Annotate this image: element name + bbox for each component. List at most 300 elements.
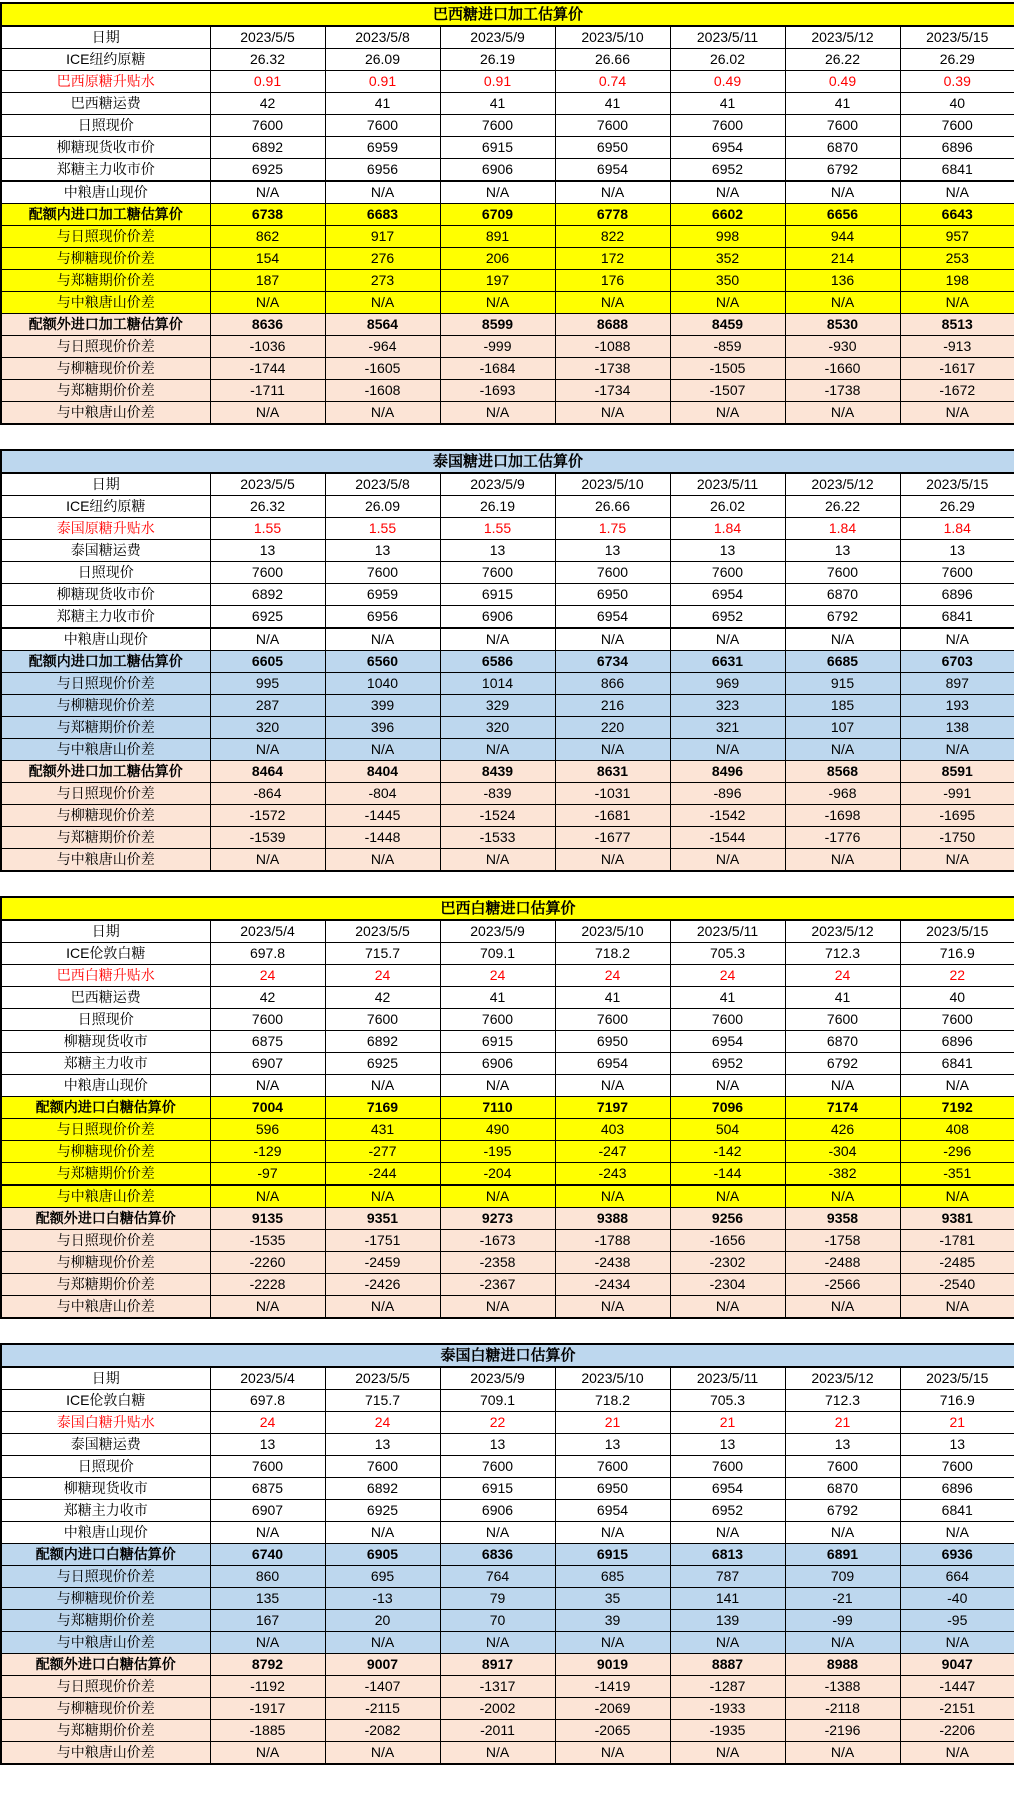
row-label: 与日照现价价差 — [1, 1566, 210, 1588]
value-cell: 193 — [900, 695, 1014, 717]
value-cell: -991 — [900, 783, 1014, 805]
value-cell: 41 — [440, 987, 555, 1009]
value-cell: 24 — [440, 965, 555, 987]
value-cell: 7600 — [900, 562, 1014, 584]
table-title: 巴西白糖进口估算价 — [1, 897, 1014, 920]
value-cell: 712.3 — [785, 1390, 900, 1412]
row-label: 郑糖主力收市价 — [1, 159, 210, 182]
table-row — [1, 1185, 1014, 1208]
table-row — [1, 1742, 1014, 1765]
value-cell: 13 — [670, 1434, 785, 1456]
value-cell: N/A — [670, 739, 785, 761]
value-cell: N/A — [440, 402, 555, 425]
value-cell: -97 — [210, 1163, 325, 1186]
value-cell: -304 — [785, 1141, 900, 1163]
value-cell: 1.84 — [900, 518, 1014, 540]
value-cell: N/A — [555, 1296, 670, 1319]
value-cell: 40 — [900, 987, 1014, 1009]
value-cell: -1535 — [210, 1230, 325, 1252]
value-cell: 787 — [670, 1566, 785, 1588]
value-cell: -2459 — [325, 1252, 440, 1274]
table-row — [1, 1654, 1014, 1676]
row-label: 柳糖现货收市价 — [1, 584, 210, 606]
value-cell: 22 — [900, 965, 1014, 987]
row-label: ICE伦敦白糖 — [1, 943, 210, 965]
value-cell: 6896 — [900, 1031, 1014, 1053]
value-cell: 2023/5/12 — [785, 920, 900, 943]
value-cell: 7600 — [900, 115, 1014, 137]
value-cell: 26.22 — [785, 49, 900, 71]
value-cell: -1388 — [785, 1676, 900, 1698]
value-cell: 26.02 — [670, 49, 785, 71]
value-cell: 26.66 — [555, 496, 670, 518]
value-cell: 6954 — [670, 584, 785, 606]
value-cell: 6954 — [670, 1031, 785, 1053]
value-cell: 13 — [210, 540, 325, 562]
value-cell: 320 — [440, 717, 555, 739]
value-cell: -1917 — [210, 1698, 325, 1720]
value-cell: 705.3 — [670, 943, 785, 965]
value-cell: -964 — [325, 336, 440, 358]
value-cell: 41 — [785, 987, 900, 1009]
value-cell: 6892 — [325, 1031, 440, 1053]
value-cell: 7600 — [900, 1456, 1014, 1478]
value-cell: 408 — [900, 1119, 1014, 1141]
value-cell: N/A — [670, 1185, 785, 1208]
value-cell: 0.49 — [670, 71, 785, 93]
value-cell: 41 — [670, 987, 785, 1009]
value-cell: 13 — [785, 540, 900, 562]
value-cell: 8439 — [440, 761, 555, 783]
value-cell: 6915 — [440, 584, 555, 606]
value-cell: 403 — [555, 1119, 670, 1141]
value-cell: -1750 — [900, 827, 1014, 849]
brazil-white-sugar-table — [0, 896, 1014, 1319]
table-row — [1, 1588, 1014, 1610]
value-cell: -351 — [900, 1163, 1014, 1186]
value-cell: 7600 — [900, 1009, 1014, 1031]
row-label: 配额外进口白糖估算价 — [1, 1208, 210, 1230]
value-cell: 685 — [555, 1566, 670, 1588]
value-cell: -1192 — [210, 1676, 325, 1698]
value-cell: -244 — [325, 1163, 440, 1186]
value-cell: -1935 — [670, 1720, 785, 1742]
value-cell: 891 — [440, 226, 555, 248]
value-cell: 7174 — [785, 1097, 900, 1119]
row-label: ICE伦敦白糖 — [1, 1390, 210, 1412]
row-label: 柳糖现货收市 — [1, 1031, 210, 1053]
value-cell: 8530 — [785, 314, 900, 336]
value-cell: 709.1 — [440, 943, 555, 965]
value-cell: 22 — [440, 1412, 555, 1434]
value-cell: 7600 — [440, 562, 555, 584]
table-row — [1, 380, 1014, 402]
row-label: 与柳糖现价价差 — [1, 1252, 210, 1274]
value-cell: 13 — [555, 1434, 670, 1456]
row-label: 与郑糖期价价差 — [1, 1610, 210, 1632]
table-row — [1, 1367, 1014, 1390]
value-cell: 26.29 — [900, 49, 1014, 71]
value-cell: 8988 — [785, 1654, 900, 1676]
value-cell: N/A — [210, 292, 325, 314]
value-cell: 6875 — [210, 1031, 325, 1053]
value-cell: 7600 — [325, 1009, 440, 1031]
value-cell: -1448 — [325, 827, 440, 849]
value-cell: 13 — [670, 540, 785, 562]
value-cell: N/A — [325, 292, 440, 314]
value-cell: 321 — [670, 717, 785, 739]
value-cell: 8688 — [555, 314, 670, 336]
value-cell: 709.1 — [440, 1390, 555, 1412]
table-row — [1, 226, 1014, 248]
row-label: 配额内进口加工糖估算价 — [1, 204, 210, 226]
value-cell: 860 — [210, 1566, 325, 1588]
value-cell: -2118 — [785, 1698, 900, 1720]
value-cell: N/A — [210, 1522, 325, 1544]
value-cell: 2023/5/12 — [785, 1367, 900, 1390]
value-cell: 6925 — [210, 606, 325, 629]
value-cell: -296 — [900, 1141, 1014, 1163]
value-cell: N/A — [440, 292, 555, 314]
value-cell: -195 — [440, 1141, 555, 1163]
row-label: 与中粮唐山价差 — [1, 849, 210, 872]
table-row — [1, 805, 1014, 827]
value-cell: 6841 — [900, 1500, 1014, 1522]
value-cell: 154 — [210, 248, 325, 270]
row-label: 与郑糖期价价差 — [1, 717, 210, 739]
value-cell: -1544 — [670, 827, 785, 849]
value-cell: 6925 — [325, 1500, 440, 1522]
value-cell: 185 — [785, 695, 900, 717]
table-row — [1, 651, 1014, 673]
value-cell: 6915 — [440, 1031, 555, 1053]
value-cell: -2151 — [900, 1698, 1014, 1720]
value-cell: 6792 — [785, 159, 900, 182]
value-cell: 944 — [785, 226, 900, 248]
value-cell: 2023/5/11 — [670, 1367, 785, 1390]
value-cell: -1608 — [325, 380, 440, 402]
value-cell: 7600 — [785, 115, 900, 137]
table-row — [1, 628, 1014, 651]
row-label: 与郑糖期价价差 — [1, 827, 210, 849]
table-row — [1, 1163, 1014, 1186]
value-cell: 24 — [210, 965, 325, 987]
value-cell: 42 — [325, 987, 440, 1009]
value-cell: 7600 — [670, 1456, 785, 1478]
table-row — [1, 1632, 1014, 1654]
row-label: 日期 — [1, 473, 210, 496]
value-cell: N/A — [785, 1522, 900, 1544]
value-cell: -1505 — [670, 358, 785, 380]
value-cell: -2069 — [555, 1698, 670, 1720]
row-label: 泰国白糖升贴水 — [1, 1412, 210, 1434]
value-cell: N/A — [555, 1522, 670, 1544]
value-cell: 718.2 — [555, 1390, 670, 1412]
value-cell: 705.3 — [670, 1390, 785, 1412]
value-cell: 350 — [670, 270, 785, 292]
value-cell: 287 — [210, 695, 325, 717]
row-label: 巴西糖运费 — [1, 93, 210, 115]
value-cell: N/A — [785, 1185, 900, 1208]
value-cell: 6560 — [325, 651, 440, 673]
value-cell: -99 — [785, 1610, 900, 1632]
value-cell: -2228 — [210, 1274, 325, 1296]
value-cell: -1734 — [555, 380, 670, 402]
value-cell: 7600 — [555, 1009, 670, 1031]
value-cell: N/A — [900, 402, 1014, 425]
value-cell: -1287 — [670, 1676, 785, 1698]
row-label: 与中粮唐山价差 — [1, 739, 210, 761]
value-cell: -2206 — [900, 1720, 1014, 1742]
value-cell: N/A — [900, 628, 1014, 651]
value-cell: 7600 — [670, 1009, 785, 1031]
value-cell: 176 — [555, 270, 670, 292]
table-title: 巴西糖进口加工估算价 — [1, 3, 1014, 26]
value-cell: 8513 — [900, 314, 1014, 336]
value-cell: -2358 — [440, 1252, 555, 1274]
table-row — [1, 1478, 1014, 1500]
value-cell: 915 — [785, 673, 900, 695]
table-row — [1, 584, 1014, 606]
value-cell: -382 — [785, 1163, 900, 1186]
table-row — [1, 761, 1014, 783]
row-label: 与郑糖期价价差 — [1, 270, 210, 292]
row-label: 配额外进口加工糖估算价 — [1, 761, 210, 783]
row-label: 与日照现价价差 — [1, 783, 210, 805]
value-cell: 6905 — [325, 1544, 440, 1566]
row-label: 郑糖主力收市 — [1, 1053, 210, 1075]
value-cell: 7096 — [670, 1097, 785, 1119]
value-cell: 6959 — [325, 137, 440, 159]
value-cell: N/A — [670, 1742, 785, 1765]
row-label: 与日照现价价差 — [1, 673, 210, 695]
value-cell: 0.91 — [440, 71, 555, 93]
value-cell: -2065 — [555, 1720, 670, 1742]
value-cell: -277 — [325, 1141, 440, 1163]
value-cell: -1419 — [555, 1676, 670, 1698]
value-cell: N/A — [900, 739, 1014, 761]
value-cell: 6870 — [785, 1478, 900, 1500]
value-cell: 6952 — [670, 606, 785, 629]
value-cell: 6950 — [555, 1031, 670, 1053]
value-cell: 7600 — [210, 562, 325, 584]
value-cell: 41 — [325, 93, 440, 115]
table-row — [1, 1544, 1014, 1566]
table-row — [1, 1610, 1014, 1632]
row-label: 与日照现价价差 — [1, 1230, 210, 1252]
value-cell: 504 — [670, 1119, 785, 1141]
value-cell: -1933 — [670, 1698, 785, 1720]
value-cell: -2426 — [325, 1274, 440, 1296]
value-cell: 13 — [900, 1434, 1014, 1456]
value-cell: -896 — [670, 783, 785, 805]
value-cell: N/A — [900, 1632, 1014, 1654]
value-cell: -1698 — [785, 805, 900, 827]
value-cell: 8591 — [900, 761, 1014, 783]
value-cell: -1524 — [440, 805, 555, 827]
value-cell: 6936 — [900, 1544, 1014, 1566]
value-cell: 6954 — [555, 1053, 670, 1075]
value-cell: 6892 — [325, 1478, 440, 1500]
value-cell: 2023/5/10 — [555, 1367, 670, 1390]
value-cell: 41 — [555, 987, 670, 1009]
value-cell: 40 — [900, 93, 1014, 115]
table-row — [1, 943, 1014, 965]
value-cell: 866 — [555, 673, 670, 695]
value-cell: 6954 — [555, 606, 670, 629]
value-cell: 1014 — [440, 673, 555, 695]
value-cell: 135 — [210, 1588, 325, 1610]
table-row — [1, 1566, 1014, 1588]
value-cell: N/A — [210, 1632, 325, 1654]
value-cell: 6683 — [325, 204, 440, 226]
value-cell: -40 — [900, 1588, 1014, 1610]
value-cell: 6709 — [440, 204, 555, 226]
value-cell: -2438 — [555, 1252, 670, 1274]
value-cell: 6740 — [210, 1544, 325, 1566]
value-cell: 6870 — [785, 584, 900, 606]
value-cell: 6950 — [555, 584, 670, 606]
value-cell: 6643 — [900, 204, 1014, 226]
value-cell: 6954 — [555, 159, 670, 182]
value-cell: N/A — [440, 1522, 555, 1544]
table-row — [1, 358, 1014, 380]
table-title: 泰国糖进口加工估算价 — [1, 450, 1014, 473]
table-row — [1, 965, 1014, 987]
table-row — [1, 739, 1014, 761]
value-cell: -1693 — [440, 380, 555, 402]
row-label: 日照现价 — [1, 562, 210, 584]
value-cell: 0.39 — [900, 71, 1014, 93]
value-cell: 24 — [325, 1412, 440, 1434]
value-cell: 26.29 — [900, 496, 1014, 518]
value-cell: N/A — [555, 292, 670, 314]
value-cell: N/A — [325, 1075, 440, 1097]
value-cell: 2023/5/11 — [670, 920, 785, 943]
value-cell: N/A — [555, 849, 670, 872]
table-row — [1, 402, 1014, 425]
value-cell: 6813 — [670, 1544, 785, 1566]
value-cell: -1788 — [555, 1230, 670, 1252]
value-cell: 7600 — [785, 562, 900, 584]
value-cell: 2023/5/5 — [210, 473, 325, 496]
table-row — [1, 540, 1014, 562]
value-cell: 41 — [785, 93, 900, 115]
table-row — [1, 1053, 1014, 1075]
row-label: 巴西白糖升贴水 — [1, 965, 210, 987]
value-cell: N/A — [325, 1632, 440, 1654]
value-cell: -1036 — [210, 336, 325, 358]
row-label: 与中粮唐山价差 — [1, 1296, 210, 1319]
value-cell: 24 — [555, 965, 670, 987]
value-cell: 26.09 — [325, 496, 440, 518]
value-cell: 957 — [900, 226, 1014, 248]
value-cell: 7600 — [670, 562, 785, 584]
value-cell: N/A — [325, 628, 440, 651]
table-row — [1, 49, 1014, 71]
table-row — [1, 1075, 1014, 1097]
value-cell: 6870 — [785, 1031, 900, 1053]
value-cell: 0.91 — [325, 71, 440, 93]
value-cell: 39 — [555, 1610, 670, 1632]
value-cell: 7192 — [900, 1097, 1014, 1119]
value-cell: 2023/5/15 — [900, 26, 1014, 49]
value-cell: 7110 — [440, 1097, 555, 1119]
value-cell: 6703 — [900, 651, 1014, 673]
value-cell: 697.8 — [210, 1390, 325, 1412]
row-label: 与柳糖现价价差 — [1, 1698, 210, 1720]
value-cell: 6896 — [900, 584, 1014, 606]
row-label: 与日照现价价差 — [1, 336, 210, 358]
row-label: 与柳糖现价价差 — [1, 1141, 210, 1163]
table-row — [1, 204, 1014, 226]
value-cell: 715.7 — [325, 943, 440, 965]
value-cell: 6906 — [440, 1053, 555, 1075]
value-cell: N/A — [555, 181, 670, 204]
table-title: 泰国白糖进口估算价 — [1, 1344, 1014, 1367]
value-cell: -2367 — [440, 1274, 555, 1296]
row-label: 与柳糖现价价差 — [1, 1588, 210, 1610]
table-row — [1, 1252, 1014, 1274]
value-cell: 6915 — [440, 137, 555, 159]
value-cell: 35 — [555, 1588, 670, 1610]
row-label: 日期 — [1, 1367, 210, 1390]
table-row — [1, 26, 1014, 49]
value-cell: 2023/5/4 — [210, 920, 325, 943]
row-label: 日照现价 — [1, 115, 210, 137]
value-cell: 715.7 — [325, 1390, 440, 1412]
value-cell: 6915 — [555, 1544, 670, 1566]
value-cell: -2304 — [670, 1274, 785, 1296]
value-cell: 6792 — [785, 1500, 900, 1522]
value-cell: -839 — [440, 783, 555, 805]
value-cell: 187 — [210, 270, 325, 292]
value-cell: 41 — [670, 93, 785, 115]
value-cell: -1617 — [900, 358, 1014, 380]
row-label: 与中粮唐山价差 — [1, 1185, 210, 1208]
table-row — [1, 827, 1014, 849]
value-cell: N/A — [670, 181, 785, 204]
value-cell: -1695 — [900, 805, 1014, 827]
table-row — [1, 1434, 1014, 1456]
value-cell: 2023/5/4 — [210, 1367, 325, 1390]
value-cell: 6892 — [210, 137, 325, 159]
value-cell: -1885 — [210, 1720, 325, 1742]
value-cell: N/A — [325, 402, 440, 425]
value-cell: N/A — [555, 739, 670, 761]
table-row — [1, 518, 1014, 540]
value-cell: -1605 — [325, 358, 440, 380]
value-cell: 6892 — [210, 584, 325, 606]
table-row — [1, 292, 1014, 314]
value-cell: 6602 — [670, 204, 785, 226]
value-cell: -1507 — [670, 380, 785, 402]
row-label: 与中粮唐山价差 — [1, 292, 210, 314]
value-cell: 9358 — [785, 1208, 900, 1230]
row-label: 配额外进口白糖估算价 — [1, 1654, 210, 1676]
table-row — [1, 1676, 1014, 1698]
value-cell: 206 — [440, 248, 555, 270]
value-cell: 6870 — [785, 137, 900, 159]
row-label: 与日照现价价差 — [1, 1119, 210, 1141]
value-cell: -1572 — [210, 805, 325, 827]
value-cell: N/A — [555, 1075, 670, 1097]
value-cell: -1758 — [785, 1230, 900, 1252]
value-cell: 862 — [210, 226, 325, 248]
value-cell: 329 — [440, 695, 555, 717]
value-cell: -204 — [440, 1163, 555, 1186]
value-cell: 6959 — [325, 584, 440, 606]
